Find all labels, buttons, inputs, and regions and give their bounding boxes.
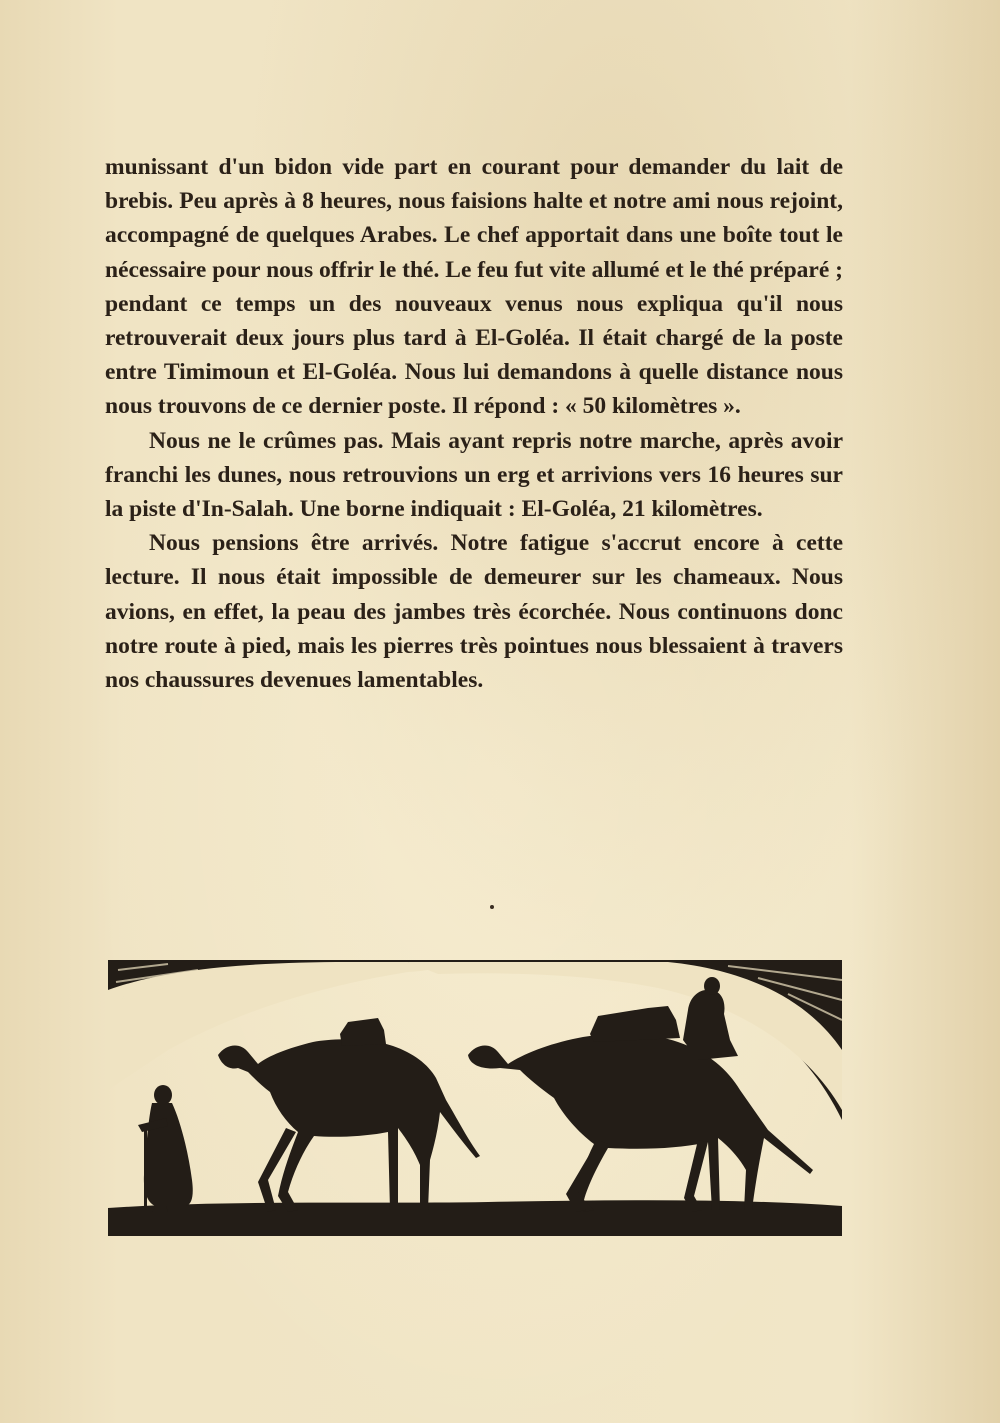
body-text [105,150,843,697]
camel-1 [218,1018,480,1212]
walking-man [138,1085,193,1212]
woodcut-image [108,960,842,1236]
paragraph: Nous ne le crûmes pas. Mais ayant repris notre marche, après avoir franchi les dunes, nous retrouvions un erg et arrivions vers 16 heures sur la piste d'In-Salah. Une borne indiquait : El-Goléa, 21 kilomètres. [105,427,843,523]
ground [108,1200,842,1236]
camel-caravan-woodcut [108,960,842,1236]
ink-speck [490,905,494,909]
paragraph: Nous pensions être arrivés. Notre fatigue s'accrut encore à cette lecture. Il nous était impossible de demeurer sur les chameaux. Nous avions, en effet, la peau des jambes très écorchée. Nous continuons donc notre route à pied, mais les pierres très pointues nous blessaient à travers nos chaussures devenues lamentables. [105,530,843,694]
paragraph-continued: munissant d'un bidon vide part en courant pour demander du lait de brebis. Peu après à 8 heures, nous faisions halte et notre ami nous rejoint, accompagné de quelques Arabes. Le chef apportait dans une boîte tout le nécessaire pour nous offrir le thé. Le feu fut vite allumé et le thé préparé ; pendant ce temps un des nouveaux venus nous expliqua qu'il nous retrouverait deux jours plus tard à El-Goléa. Il était chargé de la poste entre Timimoun et El-Goléa. Nous lui demandons à quelle distance nous nous trouvons de ce dernier poste. Il répond : « 50 kilomètres ». [105,154,843,420]
